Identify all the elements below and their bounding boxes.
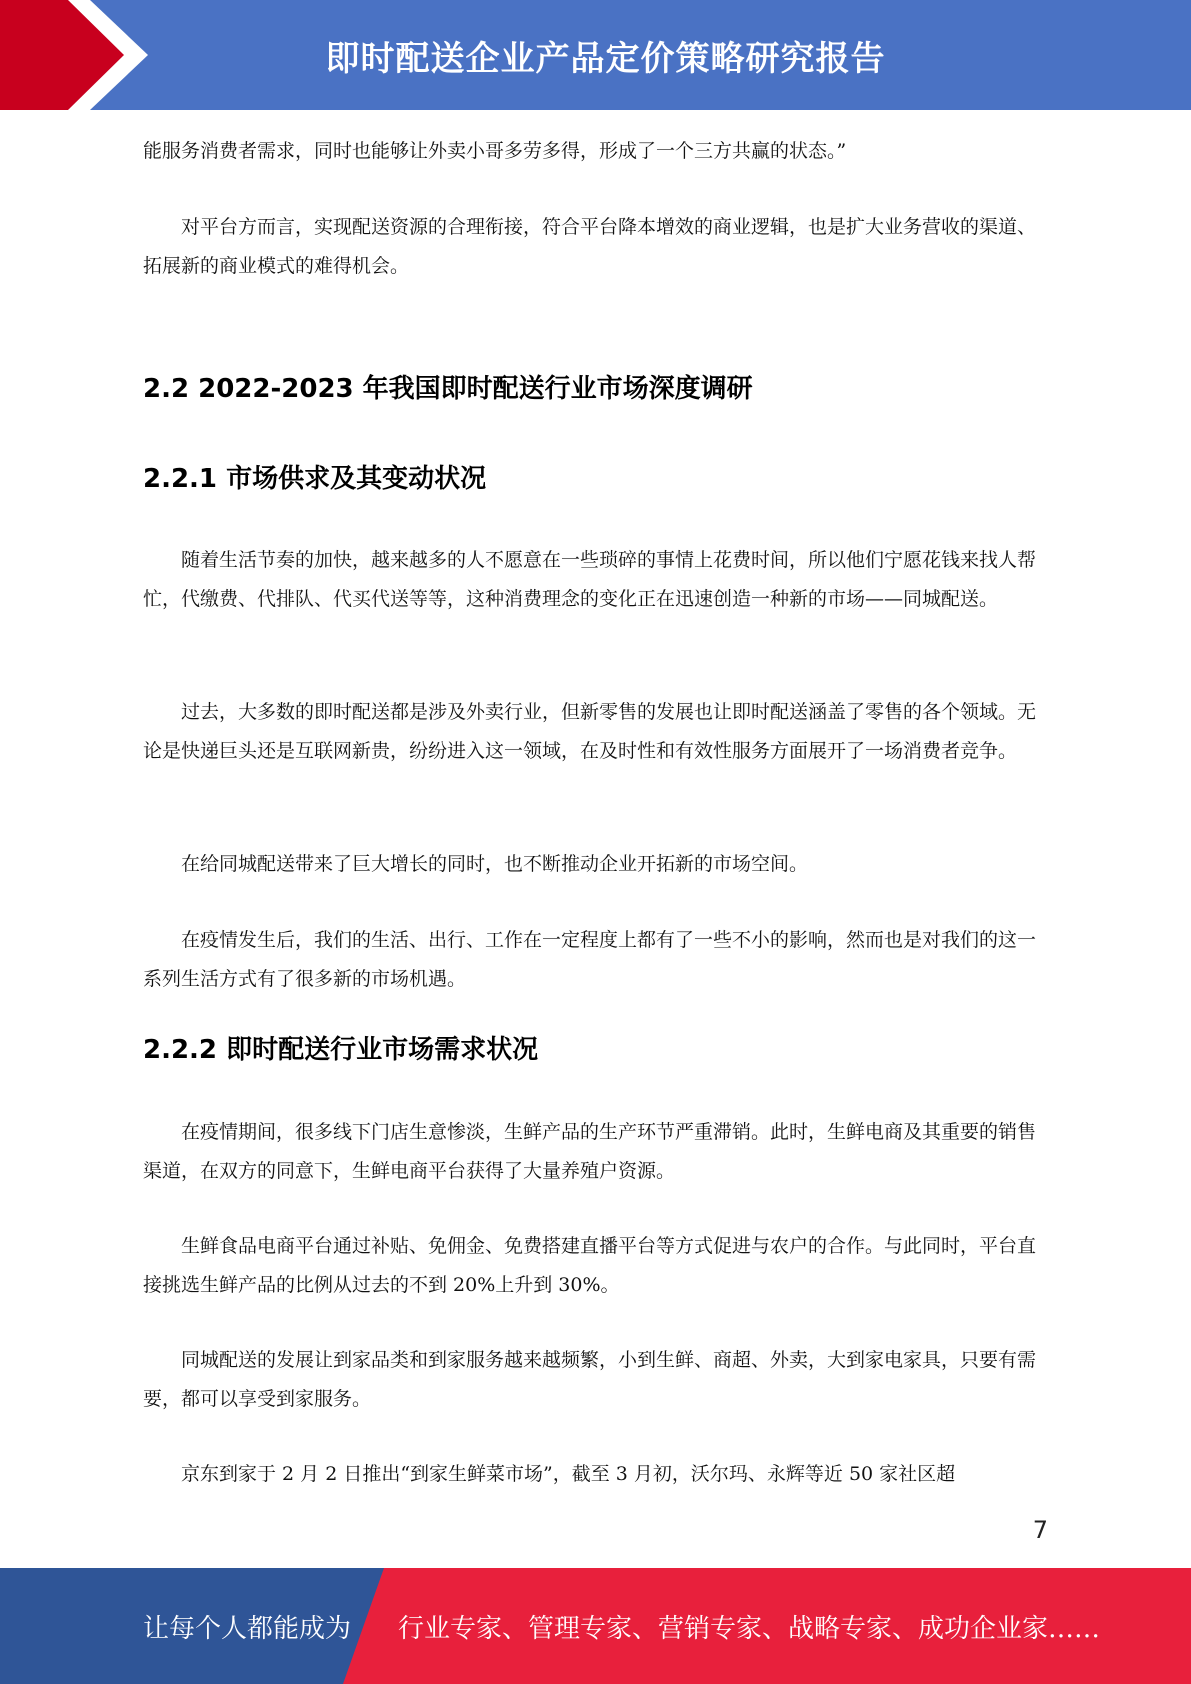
report-header (0, 0, 1191, 110)
paragraph: 在给同城配送带来了巨大增长的同时，也不断推动企业开拓新的市场空间。 (181, 853, 809, 875)
paragraph: 生鲜食品电商平台通过补贴、免佣金、免费搭建直播平台等方式促进与农户的合作。与此同时，平台直接挑选生鲜产品的比例从过去的不到 20%上升到 30%。 (143, 1235, 1037, 1296)
section-heading-2-2-2: 2.2.2 即时配送行业市场需求状况 (143, 1035, 539, 1065)
footer-slogan-right: 行业专家、管理专家、营销专家、战略专家、成功企业家…… (398, 1613, 1101, 1644)
footer-slogan-left: 让每个人都能成为 (143, 1613, 352, 1644)
section-heading-2-2: 2.2 2022-2023 年我国即时配送行业市场深度调研 (143, 374, 753, 404)
paragraph: 能服务消费者需求，同时也能够让外卖小哥多劳多得，形成了一个三方共赢的状态。” (143, 140, 847, 162)
paragraph: 在疫情期间，很多线下门店生意惨淡，生鲜产品的生产环节严重滞销。此时，生鲜电商及其重要的销售渠道，在双方的同意下，生鲜电商平台获得了大量养殖户资源。 (143, 1121, 1037, 1182)
paragraph: 在疫情发生后，我们的生活、出行、工作在一定程度上都有了一些不小的影响，然而也是对我们的这一系列生活方式有了很多新的市场机遇。 (143, 929, 1037, 990)
paragraph: 同城配送的发展让到家品类和到家服务越来越频繁，小到生鲜、商超、外卖，大到家电家具，只要有需要，都可以享受到家服务。 (143, 1349, 1037, 1410)
paragraph: 对平台方而言，实现配送资源的合理衔接，符合平台降本增效的商业逻辑，也是扩大业务营收的渠道、拓展新的商业模式的难得机会。 (143, 216, 1037, 277)
report-footer (0, 1568, 1191, 1684)
paragraph: 过去，大多数的即时配送都是涉及外卖行业，但新零售的发展也让即时配送涵盖了零售的各个领域。无论是快递巨头还是互联网新贵，纷纷进入这一领域，在及时性和有效性服务方面展开了一场消费者竞争。 (143, 701, 1037, 762)
paragraph: 京东到家于 2 月 2 日推出“到家生鲜菜市场”，截至 3 月初，沃尔玛、永辉等近 50 家社区超 (181, 1463, 956, 1485)
report-title: 即时配送企业产品定价策略研究报告 (325, 38, 886, 79)
page-number: 7 (1032, 1516, 1048, 1544)
section-heading-2-2-1: 2.2.1 市场供求及其变动状况 (143, 464, 487, 494)
header-chevron-decoration (0, 0, 160, 110)
paragraph: 随着生活节奏的加快，越来越多的人不愿意在一些琐碎的事情上花费时间，所以他们宁愿花钱来找人帮忙，代缴费、代排队、代买代送等等，这种消费理念的变化正在迅速创造一种新的市场——同城配送。 (143, 549, 1037, 610)
